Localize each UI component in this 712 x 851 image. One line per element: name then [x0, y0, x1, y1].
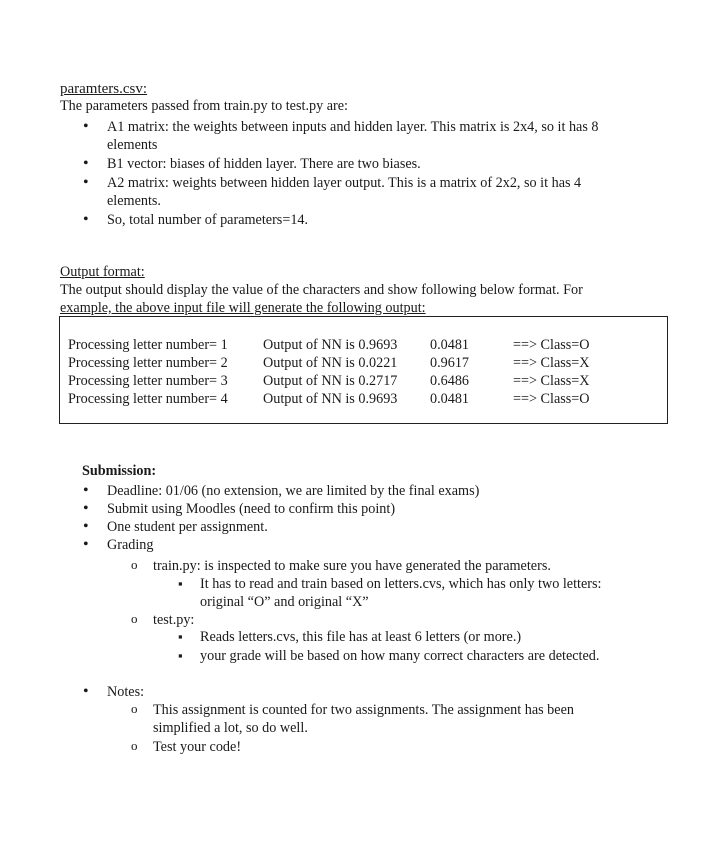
output-second-value: 0.0481 [430, 391, 470, 407]
list-item [153, 738, 653, 756]
output-letter: Processing letter number= 1 [68, 337, 228, 353]
list-item-text: So, total number of parameters=14. [107, 212, 309, 228]
output-second-value: 0.9617 [430, 355, 470, 371]
list-item-text: Test your code! [153, 739, 242, 755]
list-item-text: your grade will be based on how many correct characters are detected. [200, 648, 600, 664]
output-class: ==> Class=O [513, 337, 590, 353]
list-item [107, 118, 667, 154]
output-letter: Processing letter number= 2 [68, 355, 228, 371]
list-item-text: A2 matrix: weights between hidden layer output. This is a matrix of 2x2, so it has 4 [107, 175, 582, 191]
output-heading: Output format: [60, 264, 145, 280]
test-sub-list [200, 628, 660, 665]
output-class: ==> Class=X [513, 373, 590, 389]
output-value: Output of NN is 0.9693 [263, 337, 398, 353]
train-sub-list [200, 575, 660, 611]
list-item-text: One student per assignment. [107, 519, 268, 535]
output-letter: Processing letter number= 3 [68, 373, 228, 389]
list-item [107, 211, 667, 229]
list-item-text: train.py: is inspected to make sure you have generated the parameters. [153, 558, 551, 574]
list-item [200, 628, 660, 646]
list-item [200, 647, 660, 665]
list-item [153, 701, 653, 737]
list-item-text: Deadline: 01/06 (no extension, we are limited by the final exams) [107, 483, 480, 499]
list-item-text: elements [107, 137, 158, 153]
list-item [107, 482, 667, 500]
list-item-text: This assignment is counted for two assignments. The assignment has been [153, 702, 574, 718]
list-item [107, 683, 667, 701]
notes-sub-list [153, 701, 653, 756]
params-list [107, 118, 667, 229]
list-item-text: simplified a lot, so do well. [153, 720, 308, 736]
list-item [107, 174, 667, 210]
list-item [153, 557, 653, 575]
output-class: ==> Class=X [513, 355, 590, 371]
list-item [107, 155, 667, 173]
output-value: Output of NN is 0.2717 [263, 373, 398, 389]
params-intro: The parameters passed from train.py to test.py are: [60, 98, 348, 114]
output-description-line1: The output should display the value of the characters and show following below format. For [60, 282, 583, 298]
list-item [107, 518, 667, 536]
list-item [200, 575, 660, 611]
list-item-text: elements. [107, 193, 161, 209]
output-description [60, 281, 660, 317]
list-item-text: It has to read and train based on letters.cvs, which has only two letters: [200, 576, 602, 592]
list-item-text: A1 matrix: the weights between inputs and hidden layer. This matrix is 2x4, so it has 8 [107, 119, 599, 135]
list-item-text: test.py: [153, 612, 195, 628]
params-heading: paramters.csv: [60, 81, 148, 97]
list-item [107, 536, 667, 554]
list-item-text: Grading [107, 537, 154, 553]
list-item [153, 611, 653, 629]
grading-list-test [153, 611, 653, 629]
output-value: Output of NN is 0.0221 [263, 355, 398, 371]
output-second-value: 0.6486 [430, 373, 470, 389]
submission-list [107, 482, 667, 554]
list-item-text: Notes: [107, 684, 145, 700]
list-item-text: Reads letters.cvs, this file has at least 6 letters (or more.) [200, 629, 522, 645]
output-description-line2: example, the above input file will generate the following output: [60, 300, 426, 316]
list-item-text: Submit using Moodles (need to confirm this point) [107, 501, 396, 517]
output-class: ==> Class=O [513, 391, 590, 407]
grading-list [153, 557, 653, 575]
notes-list [107, 683, 667, 701]
list-item-text: B1 vector: biases of hidden layer. There are two biases. [107, 156, 421, 172]
list-item [107, 500, 667, 518]
output-value: Output of NN is 0.9693 [263, 391, 398, 407]
submission-heading: Submission: [82, 463, 157, 479]
output-example-box [59, 316, 668, 424]
list-item-text: original “O” and original “X” [200, 594, 369, 610]
output-second-value: 0.0481 [430, 337, 470, 353]
output-letter: Processing letter number= 4 [68, 391, 228, 407]
